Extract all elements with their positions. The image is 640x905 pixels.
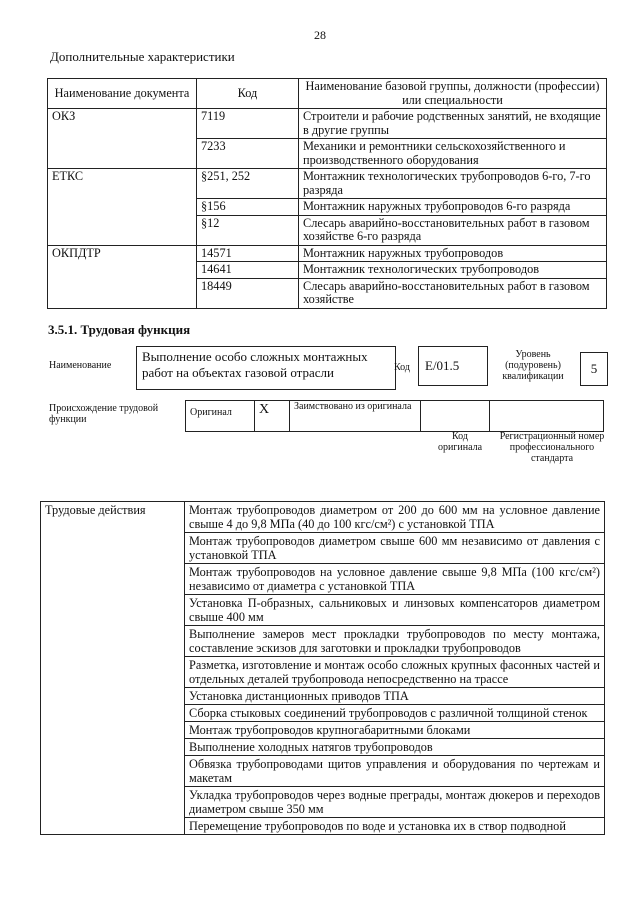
function-code-box: E/01.5	[418, 346, 488, 386]
section-subtitle: Дополнительные характеристики	[50, 49, 235, 64]
table-row	[48, 109, 607, 139]
labor-action-item: Монтаж трубопроводов диаметром свыше 600 мм независимо от давления с установкой ТПА	[185, 533, 605, 564]
labor-action-item: Установка П-образных, сальниковых и линзовых компенсаторов диаметром свыше 400 мм	[185, 595, 605, 626]
code-cell: 18449	[197, 278, 299, 308]
table-row	[41, 502, 605, 533]
header-group-name: Наименование базовой группы, должности (профессии) или специальности	[299, 79, 607, 109]
code-cell: §251, 252	[197, 169, 299, 199]
original-mark: X	[255, 401, 290, 432]
group-name-cell: Слесарь аварийно-восстановительных работ в газовом хозяйстве	[299, 278, 607, 308]
labor-action-item: Сборка стыковых соединений трубопроводов с различной толщиной стенок	[185, 705, 605, 722]
document-cell: ОКПДТР	[48, 245, 197, 308]
labor-action-item: Монтаж трубопроводов на условное давление свыше 9,8 МПа (100 кгс/см²) независимо от диаметра с установкой ТПА	[185, 564, 605, 595]
labor-action-item: Выполнение холодных натягов трубопроводов	[185, 739, 605, 756]
level-value-box: 5	[580, 352, 608, 386]
labor-action-item: Установка дистанционных приводов ТПА	[185, 688, 605, 705]
labor-action-item: Разметка, изготовление и монтаж особо сложных крупных фасонных частей и отдельных деталей трубопровода непосредственно на трассе	[185, 657, 605, 688]
level-label: Уровень (подуровень) квалификации	[502, 349, 564, 382]
original-cell: Оригинал	[186, 401, 255, 432]
code-cell: 14571	[197, 245, 299, 262]
reg-number-caption: Регистрационный номер профессионального стандарта	[499, 431, 605, 464]
labor-action-item: Монтаж трубопроводов крупногабаритными блоками	[185, 722, 605, 739]
labor-action-item: Укладка трубопроводов через водные преграды, монтаж дюкеров и переходов диаметром свыше 350 мм	[185, 787, 605, 818]
group-name-cell: Механики и ремонтники сельскохозяйственного и производственного оборудования	[299, 139, 607, 169]
document-cell: ОКЗ	[48, 109, 197, 169]
group-name-cell: Строители и рабочие родственных занятий, не входящие в другие группы	[299, 109, 607, 139]
labor-action-item: Обвязка трубопроводами щитов управления и оборудования по чертежам и макетам	[185, 756, 605, 787]
code-cell: §156	[197, 199, 299, 216]
code-cell: §12	[197, 215, 299, 245]
labor-action-item: Перемещение трубопроводов по воде и установка их в створ подводной	[185, 818, 605, 835]
labor-actions-table	[40, 501, 605, 835]
origin-label: Происхождение трудовой функции	[49, 403, 159, 425]
group-name-cell: Монтажник технологических трубопроводов	[299, 262, 607, 279]
code-cell: 14641	[197, 262, 299, 279]
classification-table	[47, 78, 607, 309]
reg-number-cell	[490, 401, 604, 432]
table-row	[48, 169, 607, 199]
section-title: 3.5.1. Трудовая функция	[48, 322, 191, 337]
table-row	[48, 245, 607, 262]
code-cell: 7119	[197, 109, 299, 139]
function-name-box: Выполнение особо сложных монтажных работ на объектах газовой отрасли	[136, 346, 396, 390]
code-label: Код	[394, 362, 410, 373]
group-name-cell: Монтажник наружных трубопроводов 6-го разряда	[299, 199, 607, 216]
group-name-cell: Монтажник технологических трубопроводов 6-го, 7-го разряда	[299, 169, 607, 199]
group-name-cell: Слесарь аварийно-восстановительных работ в газовом хозяйстве 6-го разряда	[299, 215, 607, 245]
group-name-cell: Монтажник наружных трубопроводов	[299, 245, 607, 262]
labor-action-item: Монтаж трубопроводов диаметром от 200 до 600 мм на условное давление свыше 4 до 9,8 МПа (40 до 100 кгс/см²) с установкой ТПА	[185, 502, 605, 533]
document-cell: ЕТКС	[48, 169, 197, 246]
origin-code-cell	[421, 401, 490, 432]
code-original-caption: Код оригинала	[437, 431, 483, 453]
header-document: Наименование документа	[48, 79, 197, 109]
borrowed-cell: Заимствовано из оригинала	[290, 401, 421, 432]
name-label: Наименование	[49, 360, 112, 371]
labor-action-item: Выполнение замеров мест прокладки трубопроводов по месту монтажа, составление эскизов для заготовки и прокладки трубопроводов	[185, 626, 605, 657]
labor-actions-label: Трудовые действия	[41, 502, 185, 835]
code-cell: 7233	[197, 139, 299, 169]
origin-table	[185, 400, 604, 432]
header-code: Код	[197, 79, 299, 109]
page-number: 28	[314, 28, 326, 42]
